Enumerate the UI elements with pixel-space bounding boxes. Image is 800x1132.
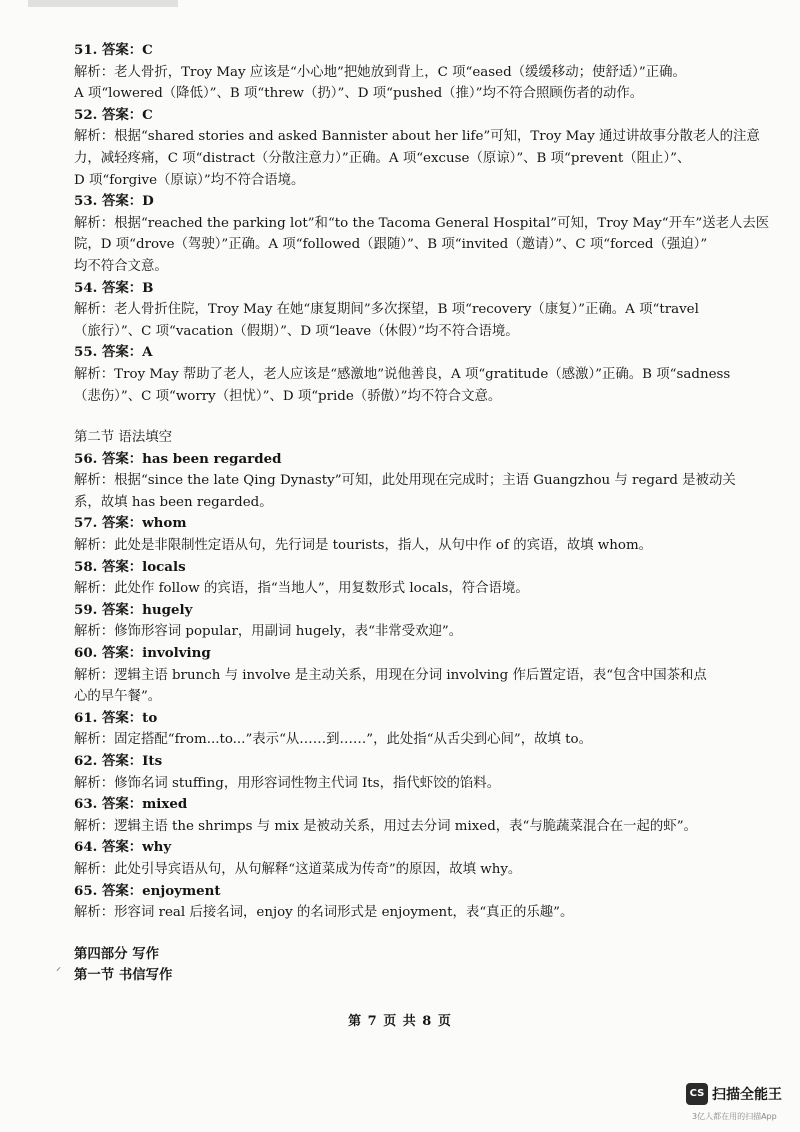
scanner-watermark bbox=[686, 1083, 796, 1125]
answer-line: 64. 答案：why bbox=[74, 839, 172, 856]
answer-block bbox=[74, 278, 764, 343]
analysis-line: 解析：根据“since the late Qing Dynasty”可知，此处用现在完成时；主语 Guangzhou 与 regard 是被动关 bbox=[74, 473, 736, 489]
analysis-line: 解析：此处作 follow 的宾语，指“当地人”，用复数形式 locals，符合语境。 bbox=[74, 581, 529, 597]
answer-block bbox=[74, 643, 764, 708]
analysis-line: 均不符合文意。 bbox=[74, 258, 168, 274]
analysis-line: 解析：Troy May 帮助了老人，老人应该是“感激地”说他善良，A 项“gratitude（感激）”正确。B 项“sadness bbox=[74, 366, 731, 382]
analysis-line: 解析：老人骨折住院，Troy May 在她“康复期间”多次探望，B 项“recovery（康复）”正确。A 项“travel bbox=[74, 302, 699, 318]
answer-line: 60. 答案：involving bbox=[74, 645, 211, 662]
answer-block bbox=[74, 342, 764, 407]
analysis-line: 系，故填 has been regarded。 bbox=[74, 494, 273, 510]
page-number: 第 7 页 共 8 页 bbox=[348, 1014, 452, 1029]
analysis-line: 解析：逻辑主语 brunch 与 involve 是主动关系，用现在分词 involving 作后置定语，表“包含中国茶和点 bbox=[74, 667, 707, 683]
analysis-line: 心的早午餐”。 bbox=[74, 689, 162, 705]
document-body bbox=[74, 40, 770, 987]
analysis-line: 解析：根据“reached the parking lot”和“to the Tacoma General Hospital”可知，Troy May“开车”送老人去医 bbox=[74, 215, 770, 231]
analysis-line: 解析：形容词 real 后接名词，enjoy 的名词形式是 enjoyment，表“真正的乐趣”。 bbox=[74, 905, 574, 921]
answer-line: 57. 答案：whom bbox=[74, 515, 187, 532]
analysis-line: 解析：逻辑主语 the shrimps 与 mix 是被动关系，用过去分词 mixed，表“与脆蔬菜混合在一起的虾”。 bbox=[74, 818, 697, 834]
answer-block bbox=[74, 40, 764, 105]
answer-line: 55. 答案：A bbox=[74, 344, 153, 361]
analysis-line: 解析：修饰名词 stuffing，用形容词性物主代词 Its，指代虾饺的馅料。 bbox=[74, 775, 501, 791]
analysis-line: （旅行）”、C 项“vacation（假期）”、D 项“leave（休假）”均不符合语境。 bbox=[74, 323, 519, 339]
analysis-line: 解析：此处是非限制性定语从句，先行词是 tourists，指人，从句中作 of 的宾语，故填 whom。 bbox=[74, 538, 653, 554]
answer-block bbox=[74, 513, 764, 556]
analysis-line: 解析：此处引导宾语从句，从句解释“这道菜成为传奇”的原因，故填 why。 bbox=[74, 861, 522, 877]
answer-block bbox=[74, 751, 764, 794]
analysis-line: 解析：固定搭配“from...to...”表示“从……到……”，此处指“从舌尖到心间”，故填 to。 bbox=[74, 732, 592, 748]
answer-line: 52. 答案：C bbox=[74, 106, 153, 123]
scan-speck: ⸝ bbox=[56, 962, 61, 973]
analysis-line: 院，D 项“drove（驾驶）”正确。A 项“followed（跟随）”、B 项“invited（邀请）”、C 项“forced（强迫）” bbox=[74, 237, 708, 253]
answer-line: 61. 答案：to bbox=[74, 709, 158, 726]
answer-line: 54. 答案：B bbox=[74, 279, 154, 296]
analysis-line: 力，减轻疼痛，C 项“distract（分散注意力）”正确。A 项“excuse（原谅）”、B 项“prevent（阻止）”、 bbox=[74, 150, 691, 166]
analysis-line: 解析：根据“shared stories and asked Bannister about her life”可知，Troy May 通过讲故事分散老人的注意 bbox=[74, 129, 760, 145]
answer-block bbox=[74, 837, 764, 880]
answer-block bbox=[74, 105, 764, 191]
analysis-line: D 项“forgive（原谅）”均不符合语境。 bbox=[74, 172, 305, 188]
grammar-answers bbox=[74, 449, 764, 924]
answer-block bbox=[74, 881, 764, 924]
brand-name: 扫描全能王 bbox=[712, 1087, 782, 1103]
subsection-title: 第一节 书信写作 bbox=[74, 967, 173, 984]
analysis-line: 解析：老人骨折，Troy May 应该是“小心地”把她放到背上，C 项“eased（缓缓移动；使舒适）”正确。 bbox=[74, 64, 686, 80]
answer-line: 65. 答案：enjoyment bbox=[74, 882, 221, 899]
analysis-line: A 项“lowered（降低）”、B 项“threw（扔）”、D 项“pushed（推）”均不符合照顾伤者的动作。 bbox=[74, 86, 644, 102]
answer-line: 58. 答案：locals bbox=[74, 558, 186, 575]
answer-line: 56. 答案：has been regarded bbox=[74, 450, 282, 467]
analysis-line: 解析：修饰形容词 popular，用副词 hugely，表“非常受欢迎”。 bbox=[74, 624, 463, 640]
scan-artifact bbox=[28, 0, 178, 7]
analysis-line: （悲伤）”、C 项“worry（担忧）”、D 项“pride（骄傲）”均不符合文意。 bbox=[74, 388, 502, 404]
answer-block bbox=[74, 600, 764, 643]
answer-line: 63. 答案：mixed bbox=[74, 796, 188, 813]
answer-line: 51. 答案：C bbox=[74, 42, 153, 58]
answer-line: 59. 答案：hugely bbox=[74, 601, 193, 618]
answer-block bbox=[74, 449, 764, 514]
brand-tagline: 3亿人都在用的扫描App bbox=[692, 1112, 777, 1121]
cloze-answers bbox=[74, 40, 770, 407]
part-title: 第四部分 写作 bbox=[74, 945, 160, 962]
answer-block bbox=[74, 708, 764, 751]
cs-logo-icon: CS bbox=[686, 1083, 708, 1105]
answer-block bbox=[74, 191, 770, 277]
section-title: 第二节 语法填空 bbox=[74, 430, 172, 446]
answer-block bbox=[74, 794, 764, 837]
answer-line: 53. 答案：D bbox=[74, 193, 154, 210]
answer-block bbox=[74, 557, 764, 600]
answer-line: 62. 答案：Its bbox=[74, 753, 163, 769]
